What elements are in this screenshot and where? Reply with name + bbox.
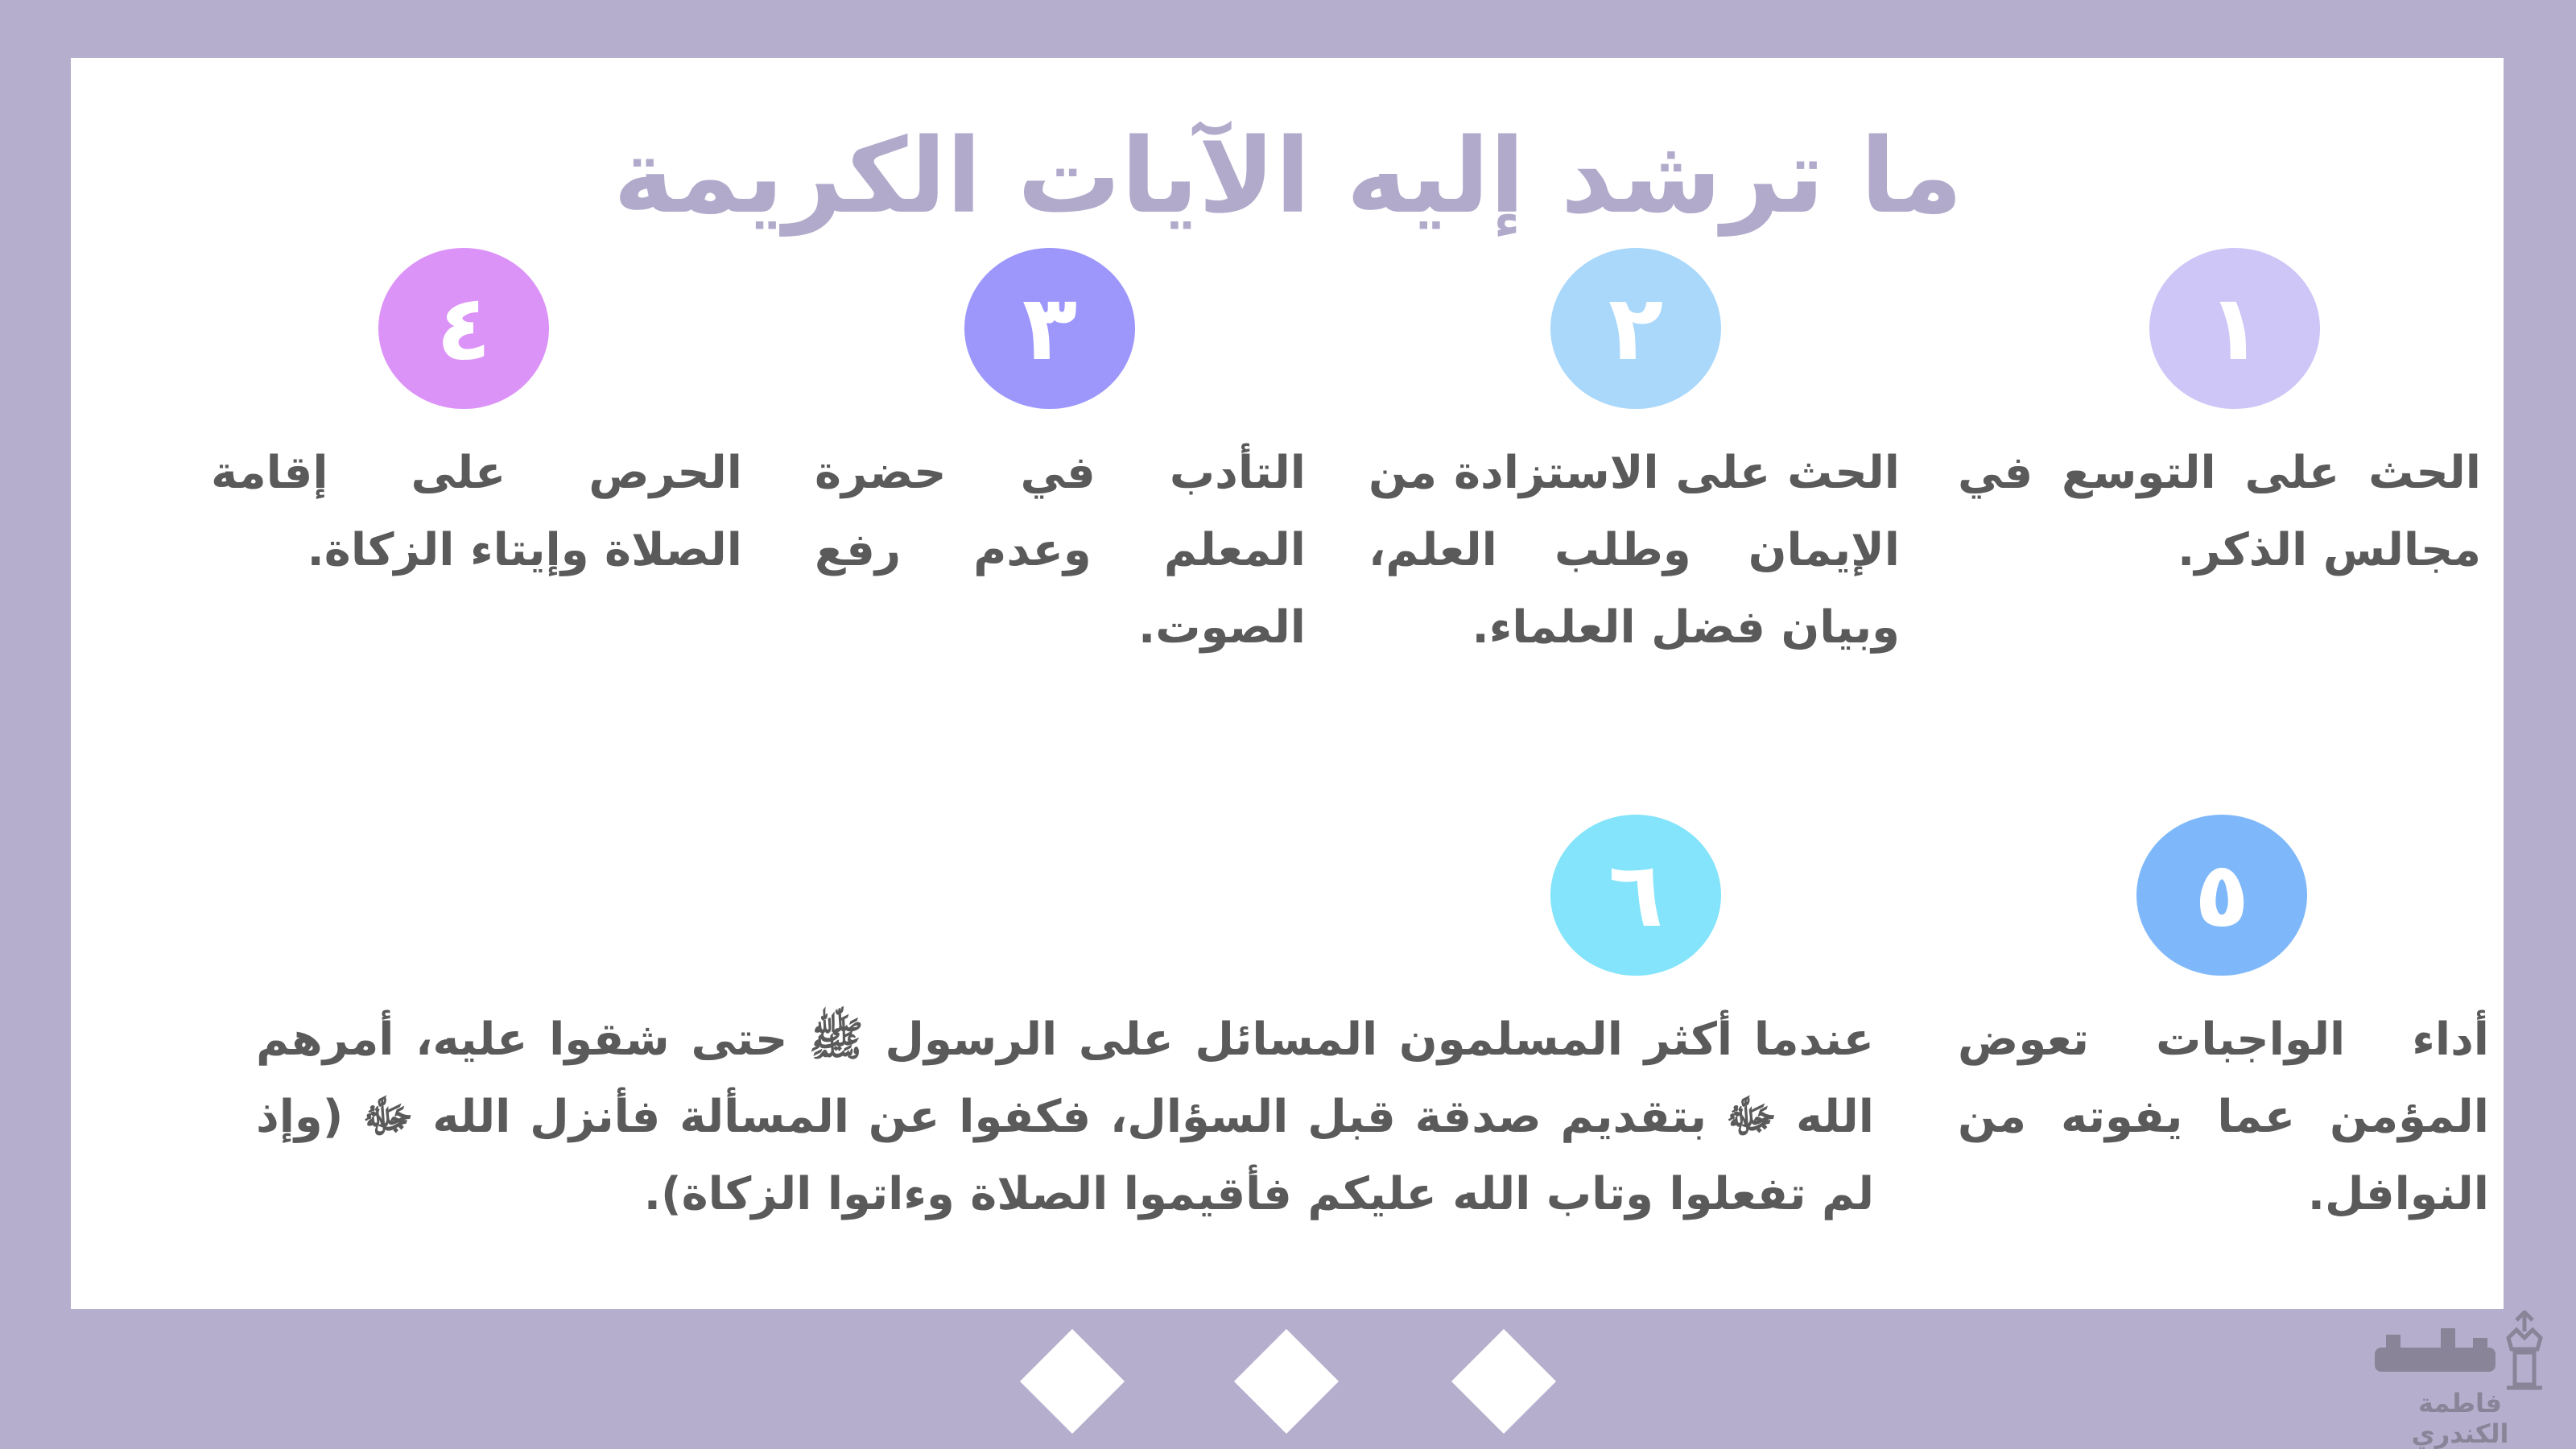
point-text-3: التأدب في حضرة المعلم وعدم رفع الصوت. — [815, 447, 1306, 654]
point-text-4: الحرص على إقامة الصلاة وإيتاء الزكاة. — [211, 447, 742, 576]
decorative-diamond-2 — [1234, 1329, 1339, 1434]
number-badge-3: ٣ — [964, 248, 1135, 409]
page-title: ما ترشد إليه الآيات الكريمة — [613, 117, 1963, 237]
number-badge-4: ٤ — [378, 248, 549, 409]
crown-chess-king-icon — [2367, 1311, 2553, 1391]
number-badge-1: ١ — [2149, 248, 2320, 409]
author-logo — [2367, 1311, 2553, 1449]
logo-text: فاطمة الكندري — [2411, 1388, 2509, 1449]
point-text-1: الحث على التوسع في مجالس الذكر. — [1958, 447, 2481, 576]
point-text-5: أداء الواجبات تعوض المؤمن عما يفوته من النوافل. — [1958, 1013, 2489, 1220]
number-badge-5: ٥ — [2136, 815, 2307, 976]
point-text-2: الحث على الاستزادة من الإيمان وطلب العلم، وبيان فضل العلماء. — [1368, 447, 1900, 654]
point-text-6: عندما أكثر المسلمون المسائل على الرسول ﷺ حتى شقوا عليه، أمرهم الله ﷻ بتقديم صدقة قبل السؤال، فكفوا عن المسألة فأنزل الله ﷻ (وإذ لم تفعلوا وتاب الله عليكم فأقيموا الصلاة وءاتوا الزكاة). — [256, 1013, 1874, 1220]
number-badge-6: ٦ — [1550, 815, 1721, 976]
decorative-diamond-1 — [1020, 1329, 1125, 1434]
number-badge-2: ٢ — [1550, 248, 1721, 409]
decorative-diamond-3 — [1451, 1329, 1556, 1434]
